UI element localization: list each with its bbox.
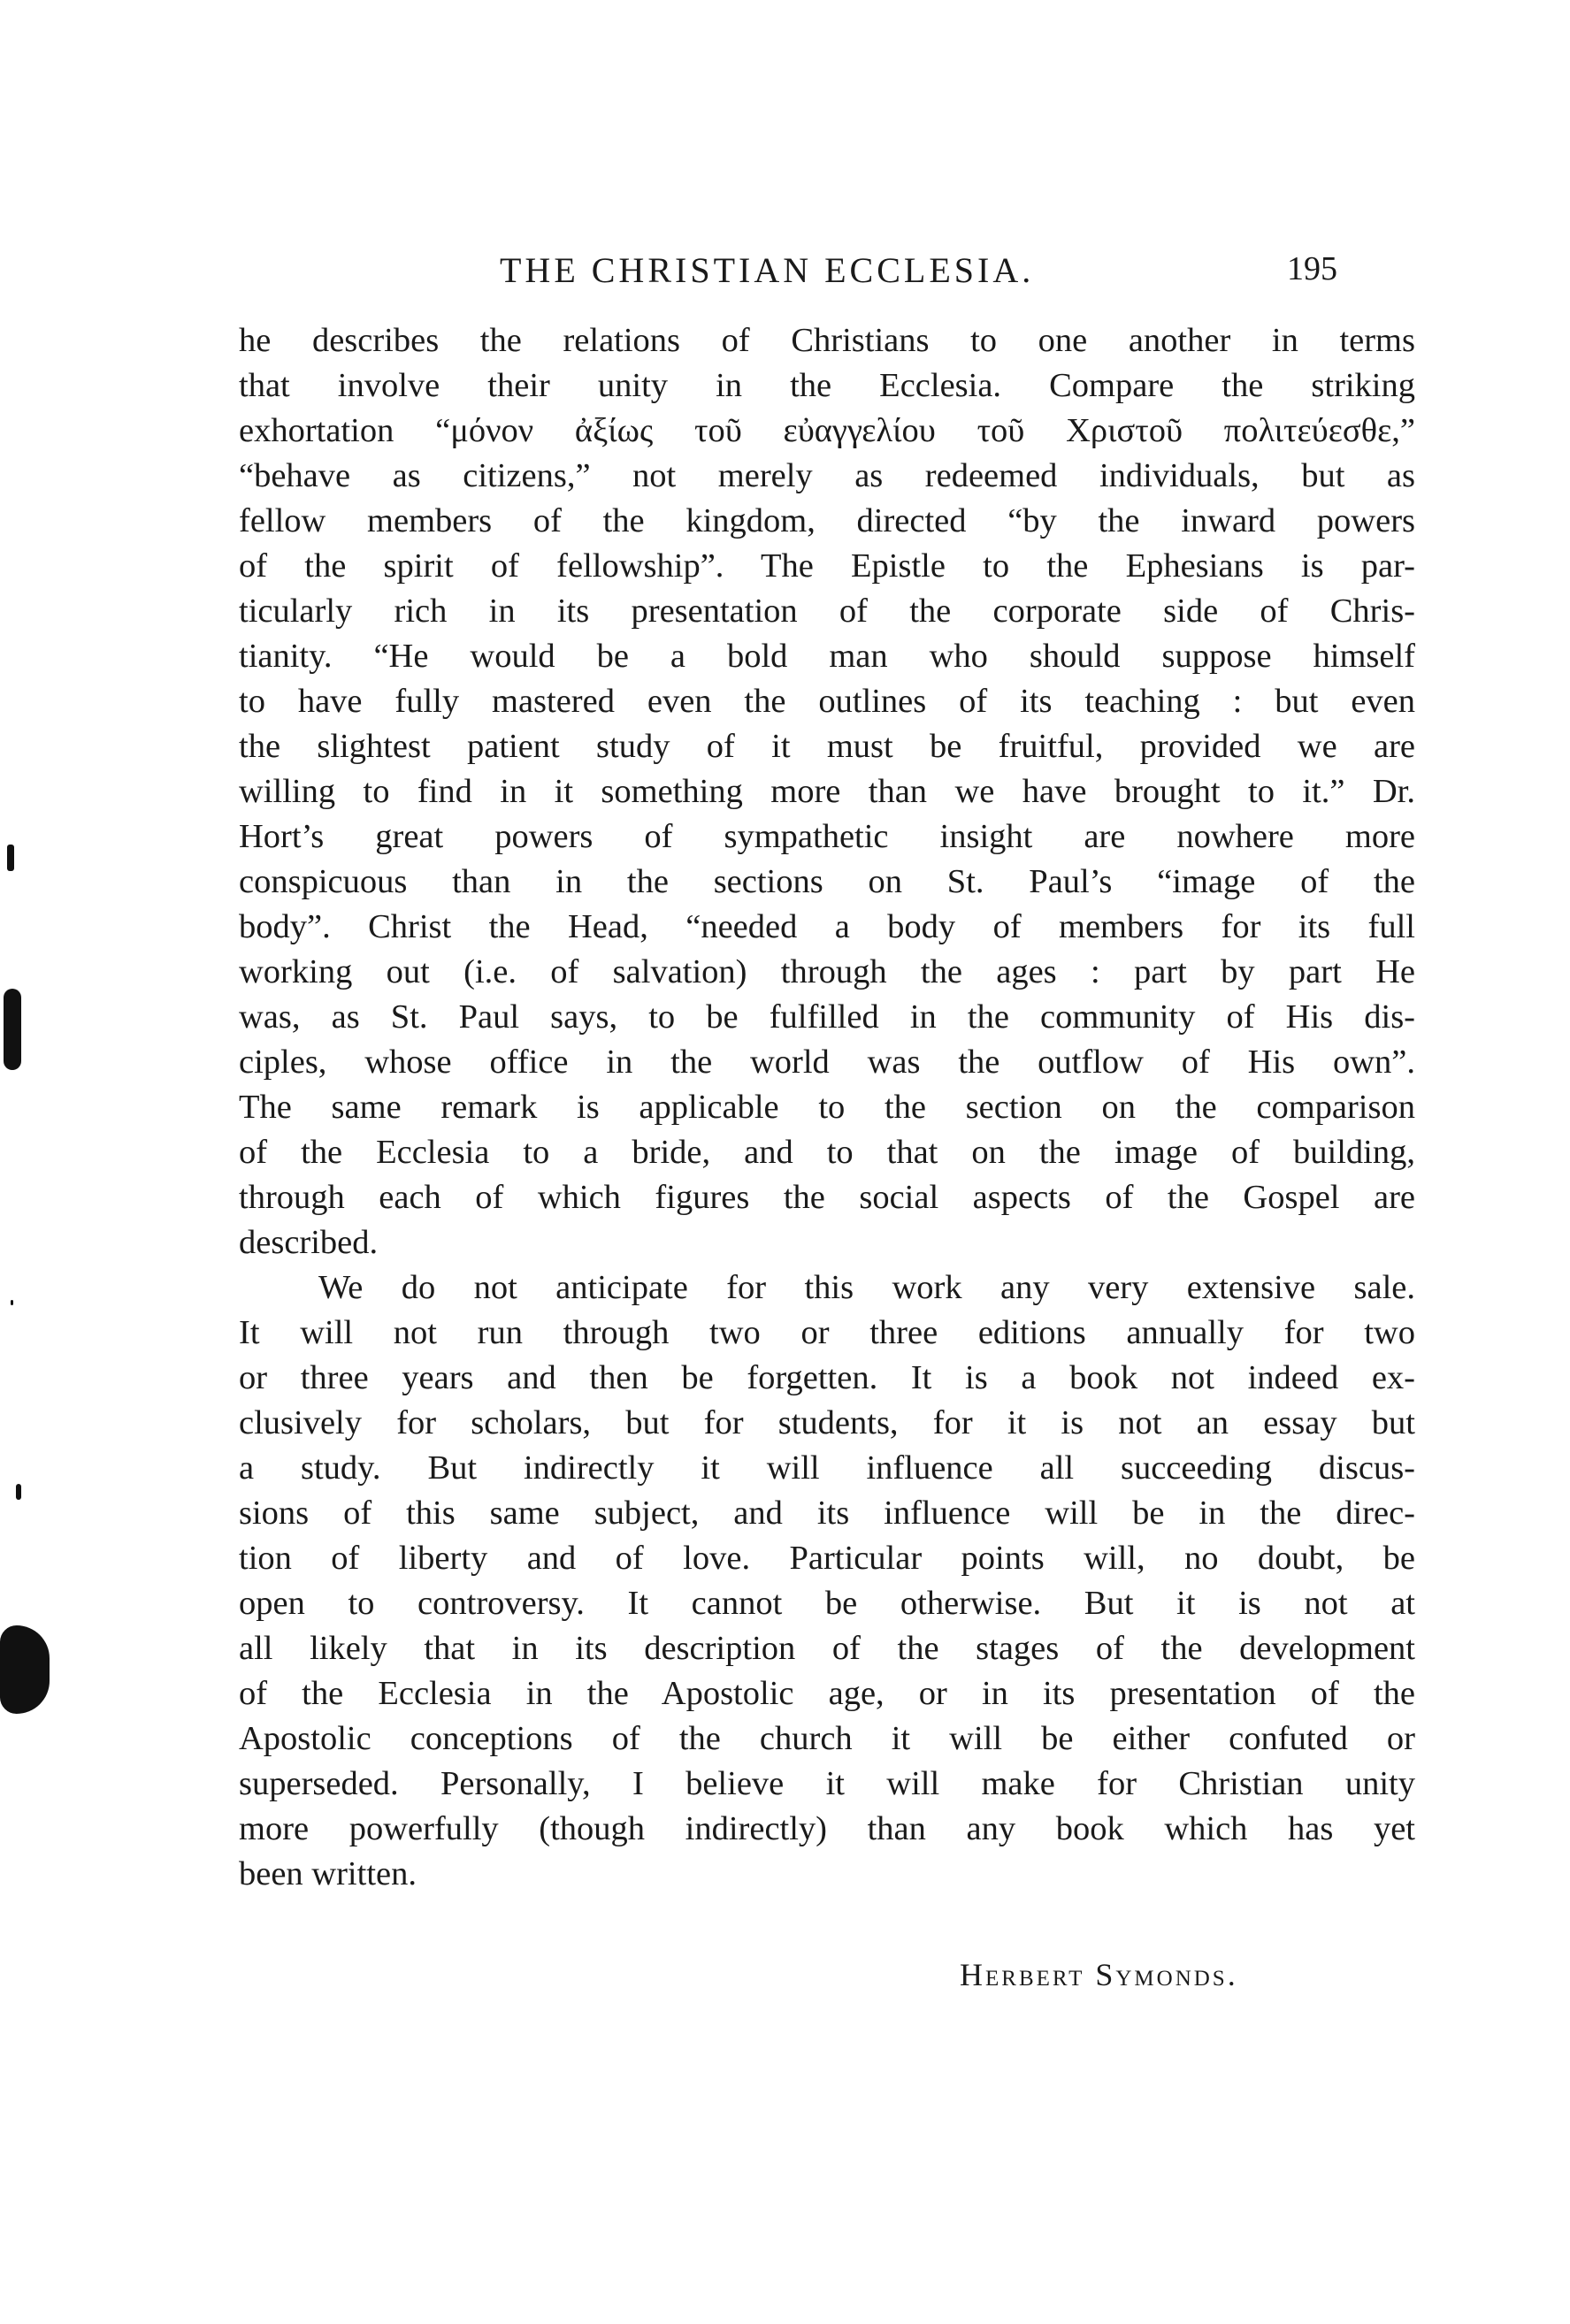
text-line: Hort’s great powers of sympathetic insight are nowhere more — [239, 818, 1415, 855]
text-line: We do not anticipate for this work any very extensive sale. — [318, 1269, 1415, 1306]
text-line: that involve their unity in the Ecclesia. Compare the striking — [239, 367, 1415, 404]
text-line: body”. Christ the Head, “needed a body of members for its full — [239, 908, 1415, 945]
text-line: he describes the relations of Christians to one another in terms — [239, 322, 1415, 359]
text-line: a study. But indirectly it will influence all succeeding discus- — [239, 1449, 1415, 1487]
text-line: tion of liberty and of love. Particular points will, no doubt, be — [239, 1540, 1415, 1577]
text-line: clusively for scholars, but for students, for it is not an essay but — [239, 1404, 1415, 1441]
margin-ink-mark — [4, 989, 21, 1070]
text-line: superseded. Personally, I believe it will make for Christian unity — [239, 1765, 1415, 1802]
text-line: all likely that in its description of the stages of the development — [239, 1630, 1415, 1667]
text-line: working out (i.e. of salvation) through the ages : part by part He — [239, 953, 1415, 990]
text-line: fellow members of the kingdom, directed “by the inward powers — [239, 502, 1415, 539]
text-line: described. — [239, 1224, 379, 1261]
margin-ink-mark — [11, 1300, 13, 1305]
text-line: tianity. “He would be a bold man who should suppose himself — [239, 638, 1415, 675]
text-line: was, as St. Paul says, to be fulfilled in the community of His dis- — [239, 998, 1415, 1036]
body-text — [239, 318, 1415, 1897]
author-signature: Herbert Symonds. — [960, 1957, 1238, 1992]
text-line: of the Ecclesia in the Apostolic age, or in its presentation of the — [239, 1675, 1415, 1712]
margin-ink-mark — [16, 1484, 21, 1500]
text-line: sions of this same subject, and its influence will be in the direc- — [239, 1495, 1415, 1532]
text-line: been written. — [239, 1855, 417, 1892]
text-line: to have fully mastered even the outlines of its teaching : but even — [239, 683, 1415, 720]
margin-ink-mark — [7, 845, 14, 871]
text-line: of the spirit of fellowship”. The Epistle to the Ephesians is par- — [239, 547, 1415, 585]
text-line: “behave as citizens,” not merely as redeemed individuals, but as — [239, 457, 1415, 494]
text-line: more powerfully (though indirectly) than any book which has yet — [239, 1810, 1415, 1847]
text-line: through each of which figures the social aspects of the Gospel are — [239, 1179, 1415, 1216]
text-line: the slightest patient study of it must be fruitful, provided we are — [239, 728, 1415, 765]
text-line: Apostolic conceptions of the church it will be either confuted or — [239, 1720, 1415, 1757]
text-line: It will not run through two or three editions annually for two — [239, 1314, 1415, 1351]
running-header-title: THE CHRISTIAN ECCLESIA. — [500, 250, 1035, 290]
text-line: conspicuous than in the sections on St. Paul’s “image of the — [239, 863, 1415, 900]
margin-ink-mark — [0, 1625, 50, 1714]
text-line: open to controversy. It cannot be otherwise. But it is not at — [239, 1585, 1415, 1622]
text-line: ticularly rich in its presentation of the corporate side of Chris- — [239, 592, 1415, 630]
page-number: 195 — [1287, 250, 1337, 287]
text-line: The same remark is applicable to the section on the comparison — [239, 1089, 1415, 1126]
text-line: or three years and then be forgetten. It is a book not indeed ex- — [239, 1359, 1415, 1396]
text-line: of the Ecclesia to a bride, and to that on the image of building, — [239, 1134, 1415, 1171]
text-line: ciples, whose office in the world was the outflow of His own”. — [239, 1044, 1415, 1081]
text-line: exhortation “μόνον ἀξίως τοῦ εὐαγγελίου τοῦ Χριστοῦ πολιτεύεσθε,” — [239, 412, 1415, 449]
text-line: willing to find in it something more than we have brought to it.” Dr. — [239, 773, 1415, 810]
